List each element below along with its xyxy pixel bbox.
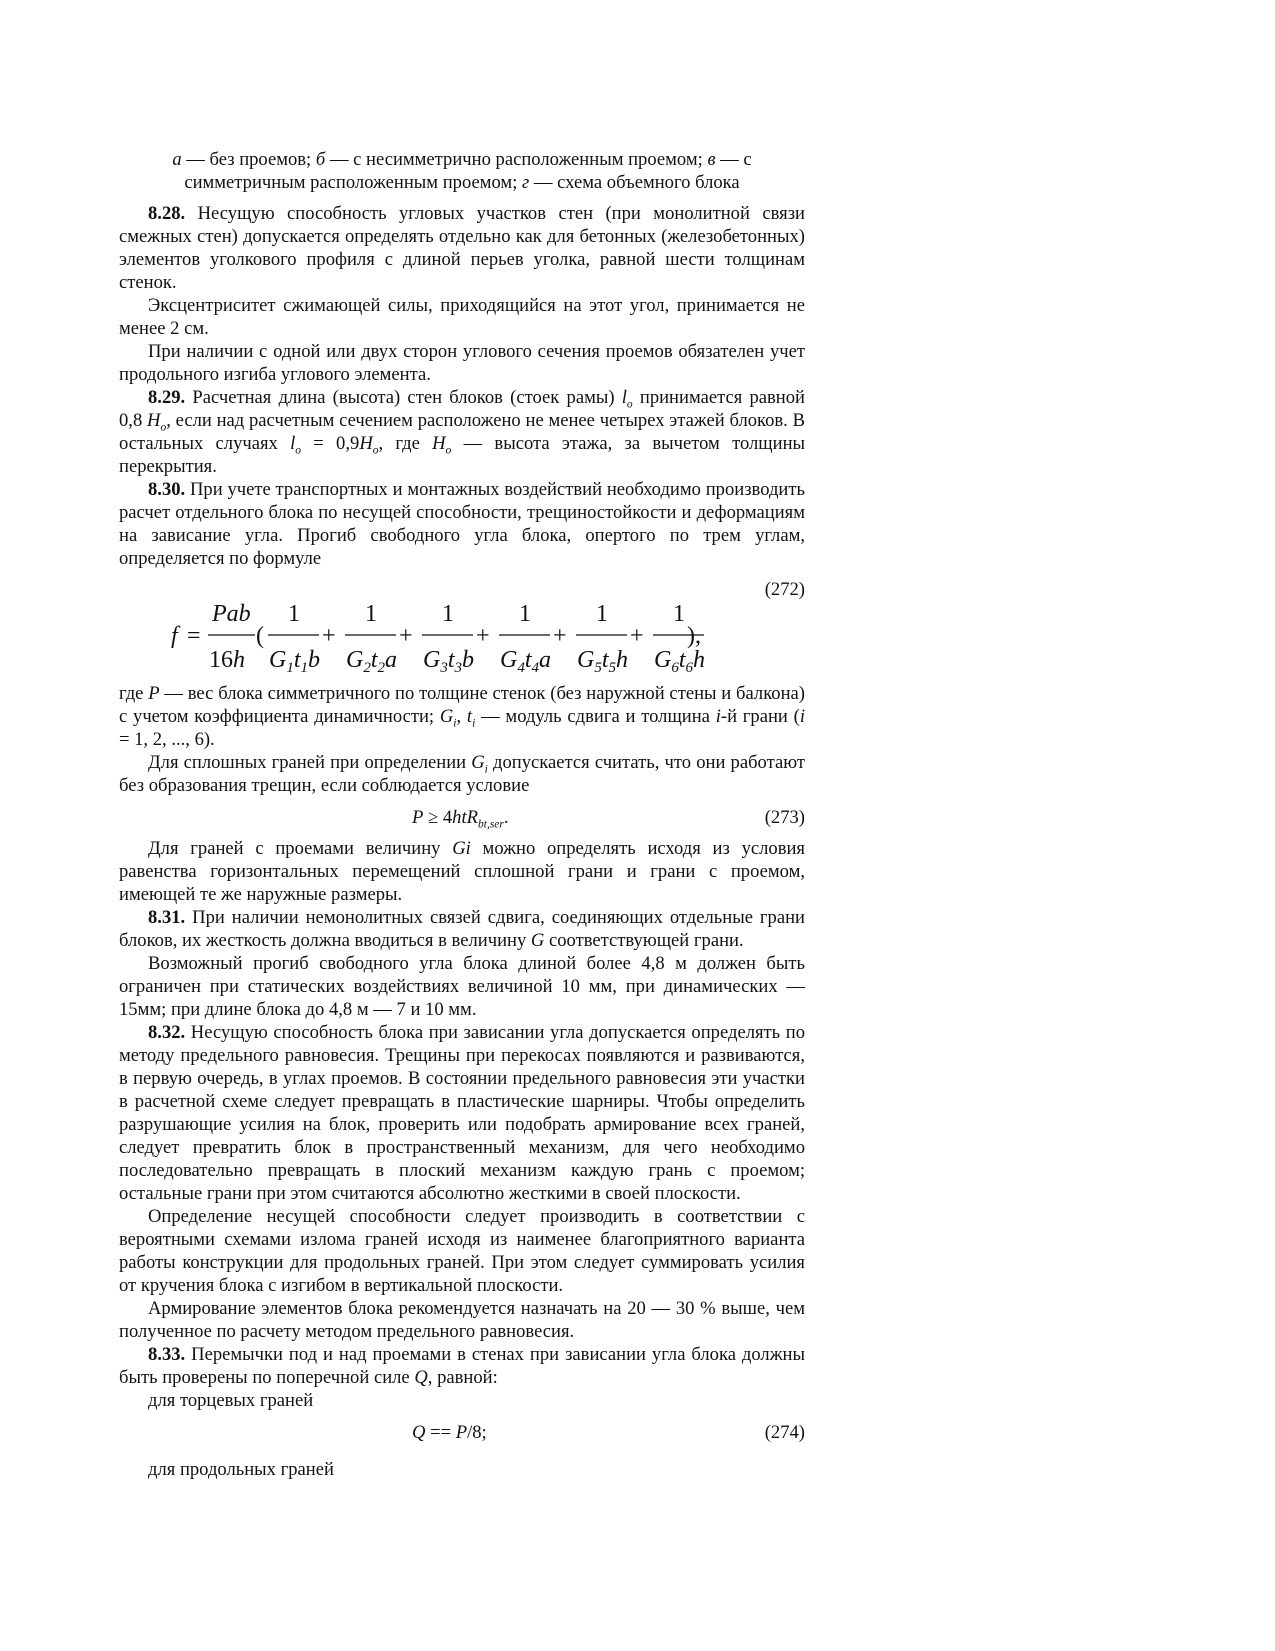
section-number: 8.33. [148, 1344, 186, 1365]
caption-text-a: — без проемов; [181, 149, 316, 170]
paragraph-text: Несущую способность блока при зависании угла допускается определять по методу предельного равновесия. Трещины при перекосах появляются и развиваются, в первую очередь, в углах проемов. В состоянии предельного равновесия эти участки в расчетной схеме следует превращать в пластические шарниры. Чтобы определить разрушающие усилия на блок, проверить или подобрать армирование всех граней, следует превратить блок в пространственный механизм, для чего необходимо последовательно превращать в плоский механизм каждую грань с проемом; остальные грани при этом считаются абсолютно жесткими в своей плоскости. [119, 1022, 805, 1204]
subscript-o: o [626, 398, 633, 411]
section-number: 8.29. [148, 387, 186, 408]
eq-G: G [577, 647, 595, 673]
eq-t: t [678, 647, 686, 673]
paragraph-solid-faces [119, 751, 805, 797]
eq-denominator [500, 647, 551, 676]
eq-denominator [346, 647, 397, 676]
eq-variable: a [539, 647, 552, 673]
symbol-i: i [799, 706, 806, 727]
paragraph-text: Несущую способность угловых участков стен (при монолитной связи смежных стен) допускается определять отдельно как для бетонных (железобетонных) элементов уголкового профиля с длиной перьев уголка, равной шести толщинам стенок. [119, 203, 805, 293]
symbol-l: l [290, 433, 296, 454]
eq-variable: a [385, 647, 398, 673]
eq-subscript: 3 [454, 660, 463, 676]
paragraph-text: принимается равной 0,8 [119, 387, 806, 431]
eq-term-2 [345, 601, 413, 676]
paragraph-8-30 [119, 478, 805, 570]
eq-subscript: 3 [440, 660, 448, 676]
symbol-P: P [148, 683, 160, 704]
paragraph-text: — высота этажа, за вычетом толщины перекрытия. [119, 433, 806, 477]
eq-equals: = [187, 623, 201, 649]
section-number: 8.32. [148, 1022, 186, 1043]
symbol-H: H [147, 410, 161, 431]
eq-plus: + [322, 623, 336, 649]
eq-numerator-one: 1 [442, 601, 454, 627]
paragraph-text: При учете транспортных и монтажных воздействий необходимо производить расчет отдельного блока по несущей способности, трещиностойкости и деформациям на зависание угла. Прогиб свободного угла блока, опертого по трем углам, определяется по формуле [119, 479, 805, 569]
eq-numerator-one: 1 [365, 601, 377, 627]
paragraph-reinforcement: Армирование элементов блока рекомендуется назначать на 20 — 30 % выше, чем полученное по расчету методом предельного равновесия. [119, 1298, 805, 1342]
paragraph-text: допускается считать, что они работают без образования трещин, если соблюдается условие [119, 752, 805, 796]
eq-term-5 [576, 601, 644, 676]
eq-variable: b [308, 647, 321, 673]
caption-line-2 [119, 171, 805, 194]
symbol-H: H [359, 433, 373, 454]
paragraph-text: соответствующей грани. [544, 930, 744, 951]
equation-number: (273) [764, 807, 805, 828]
eq-subscript: 1 [300, 660, 309, 676]
eq-subscript: 5 [608, 660, 617, 676]
symbol-G: G [471, 752, 485, 773]
eq-numerator-one: 1 [288, 601, 300, 627]
symbol-G: G [530, 930, 545, 951]
caption-label-a: а [172, 149, 182, 170]
paragraph-text: можно определять исходя из условия равенства горизонтальных перемещений сплошной грани и грани с проемом, имеющей те же наружные размеры. [119, 838, 805, 905]
eq-G: G [654, 647, 672, 673]
eq-plus: + [476, 623, 490, 649]
eq-plus: + [399, 623, 413, 649]
equation-274-formula [412, 1421, 487, 1444]
paragraph-text: Перемычки под и над проемами в стенах при зависании угла блока должны быть проверены по поперечной силе [119, 1344, 805, 1388]
paragraph-text: При наличии немонолитных связей сдвига, соединяющих отдельные грани блоков, их жесткость должна вводиться в величину [119, 907, 805, 951]
symbol-Q: Q [414, 1367, 428, 1388]
symbol-l: l [621, 387, 627, 408]
paragraph-8-28 [119, 202, 805, 294]
paragraph-text: , если над расчетным сечением расположено не менее четырех этажей блоков. В остальных случаях [119, 410, 805, 454]
eq-plus: + [630, 623, 644, 649]
equation-273-formula [412, 806, 509, 829]
eq-subscript: 6 [685, 660, 694, 676]
paragraph-openings: При наличии с одной или двух сторон углового сечения проемов обязателен учет продольного изгиба углового элемента. [119, 341, 805, 385]
paragraph-long-faces: для продольных граней [148, 1459, 334, 1480]
symbol-P: P [412, 807, 424, 828]
eq-t: t [447, 647, 455, 673]
eq-denominator [577, 647, 628, 676]
eq-text: . [503, 807, 509, 828]
eq-close-paren: ), [687, 623, 701, 649]
symbol-H: H [432, 433, 446, 454]
eq-terms [268, 601, 705, 676]
eq-t: t [601, 647, 609, 673]
subscript-i: i [472, 717, 476, 730]
eq-subscript: 6 [671, 660, 679, 676]
eq-t: t [370, 647, 378, 673]
paragraph-text: Для сплошных граней при определении [148, 752, 472, 773]
eq-variable: h [693, 647, 706, 673]
subscript-o: o [295, 444, 302, 457]
eq-t: t [524, 647, 532, 673]
caption-text-v2: симметричным расположенным проемом; [184, 172, 523, 193]
eq-numerator-one: 1 [596, 601, 608, 627]
caption-text-b: — с несимметрично расположенным проемом; [325, 149, 708, 170]
symbol-Gi: Gi [452, 838, 471, 859]
figure-caption [119, 148, 805, 194]
equation-number: (274) [764, 1422, 805, 1443]
paragraph-text: -й грани ( [720, 706, 800, 727]
eq-G: G [500, 647, 518, 673]
eq-term-1 [268, 601, 336, 676]
section-number: 8.28. [148, 203, 186, 224]
eq-variable: b [462, 647, 475, 673]
eq-denominator [423, 647, 474, 676]
eq-t: t [293, 647, 301, 673]
eq-subscript: 4 [531, 660, 540, 676]
subscript-bt-ser: bt,ser [478, 818, 504, 831]
eq-term-3 [422, 601, 490, 676]
eq-subscript: 5 [594, 660, 602, 676]
paragraph-text: , равной: [427, 1367, 498, 1388]
eq-pab: Pab [212, 601, 251, 627]
paragraph-text: = 1, 2, ..., 6). [119, 729, 215, 750]
subscript-i: i [484, 763, 488, 776]
eq-numerator-one: 1 [673, 601, 685, 627]
eq-subscript: 2 [363, 660, 371, 676]
eq-plus: + [553, 623, 567, 649]
eq-numerator-one: 1 [519, 601, 531, 627]
eq-term-4 [499, 601, 567, 676]
paragraph-text: где [119, 683, 149, 704]
equation-274 [119, 1412, 805, 1452]
section-number: 8.31. [148, 907, 186, 928]
subscript-o: o [372, 444, 379, 457]
paragraph-text: Расчетная длина (высота) стен блоков (стоек рамы) [185, 387, 622, 408]
caption-line-1 [119, 148, 805, 171]
caption-label-g: г [522, 172, 530, 193]
subscript-i: i [453, 717, 457, 730]
equation-272 [119, 570, 805, 682]
eq-denominator [654, 647, 705, 676]
symbol-Q: Q [412, 1422, 426, 1443]
eq-h: h [233, 647, 245, 673]
paragraph-text: , [456, 706, 467, 727]
paragraph-faces-openings [119, 837, 805, 906]
eq-text: ≥ 4 [423, 807, 453, 828]
symbol-htR: htR [452, 807, 478, 828]
document-page [119, 148, 805, 1481]
eq-subscript: 4 [517, 660, 525, 676]
paragraph-text: — модуль сдвига и толщина [475, 706, 716, 727]
paragraph-deflection: Возможный прогиб свободного угла блока длиной более 4,8 м должен быть ограничен при статических воздействиях величиной 10 мм, при динамических — 15мм; при длине блока до 4,8 м — 7 и 10 мм. [119, 953, 805, 1020]
subscript-o: o [160, 421, 167, 434]
paragraph-capacity: Определение несущей способности следует производить в соответствии с вероятными схемами излома граней исходя из наименее благоприятного варианта работы конструкции для продольных граней. При этом следует суммировать усилия от кручения блока с изгибом в вертикальной плоскости. [119, 1206, 805, 1296]
equation-272-formula [171, 600, 771, 680]
caption-label-v: в [707, 149, 716, 170]
symbol-G: G [439, 706, 454, 727]
eq-G: G [346, 647, 364, 673]
eq-lhs: f [171, 623, 178, 649]
eq-denominator [269, 647, 320, 676]
paragraph-8-31 [119, 906, 805, 952]
paragraph-text: — вес блока симметричного по толщине стенок (без наружной стены и балкона) с учетом коэффициента динамичности; [119, 683, 805, 727]
symbol-i: i [715, 706, 721, 727]
eq-16: 16 [209, 647, 233, 673]
symbol-t: t [466, 706, 473, 727]
paragraph-text: , где [378, 433, 433, 454]
paragraph-where [119, 682, 805, 751]
paragraph-8-29 [119, 386, 805, 478]
eq-subscript: 1 [286, 660, 294, 676]
section-number: 8.30. [148, 479, 186, 500]
equation-273 [119, 797, 805, 837]
eq-variable: h [616, 647, 629, 673]
eq-text: == [425, 1422, 456, 1443]
eq-open-paren: ( [256, 623, 264, 649]
eq-G: G [269, 647, 287, 673]
symbol-P: P [455, 1422, 468, 1443]
eq-text: /8; [467, 1422, 487, 1443]
paragraph-end-faces: для торцевых граней [148, 1390, 314, 1411]
caption-label-b: б [315, 149, 326, 170]
paragraph-eccentricity: Эксцентриситет сжимающей силы, приходящийся на этот угол, принимается не менее 2 см. [119, 295, 805, 339]
paragraph-text: = 0,9 [301, 433, 360, 454]
caption-text-g: — схема объемного блока [529, 172, 740, 193]
equation-number: (272) [764, 579, 805, 600]
eq-subscript: 2 [377, 660, 386, 676]
paragraph-text: Для граней с проемами величину [148, 838, 453, 859]
paragraph-8-32 [119, 1021, 805, 1205]
eq-G: G [423, 647, 441, 673]
paragraph-8-33 [119, 1343, 805, 1389]
caption-text-v: — с [715, 149, 752, 170]
subscript-o: o [445, 444, 452, 457]
